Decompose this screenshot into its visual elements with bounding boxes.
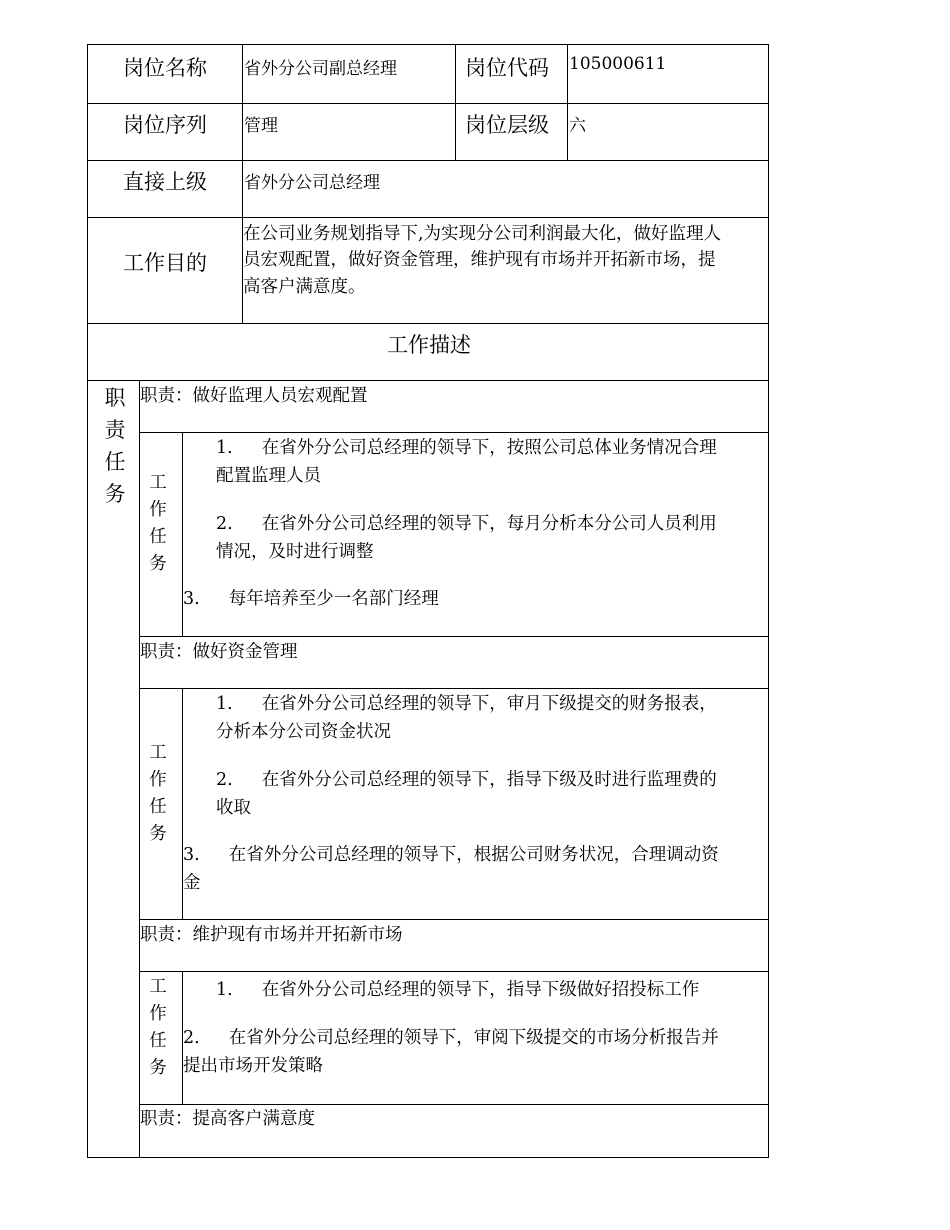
task-label: 工 作 任 务 xyxy=(149,743,167,844)
col-divider xyxy=(455,44,456,161)
task-label: 工 作 任 务 xyxy=(149,473,167,574)
task-item: 3. 在省外分公司总经理的领导下，根据公司财务状况，合理调动资 金 xyxy=(183,845,719,893)
position-level-value: 六 xyxy=(569,116,586,136)
position-name-label: 岗位名称 xyxy=(123,56,207,80)
row-divider xyxy=(87,380,769,381)
duty-divider xyxy=(139,971,769,972)
purpose-line: 在公司业务规划指导下,为实现分公司利润最大化，做好监理人 xyxy=(243,224,722,244)
duty-title: 职责：提高客户满意度 xyxy=(140,1109,315,1129)
purpose-line: 员宏观配置，做好资金管理，维护现有市场并开拓新市场，提 xyxy=(243,250,716,270)
position-name-value: 省外分公司副总经理 xyxy=(244,59,397,79)
duty-divider xyxy=(139,688,769,689)
position-series-label: 岗位序列 xyxy=(123,113,207,137)
task-label: 工 作 任 务 xyxy=(149,977,167,1078)
task-item: 1. 在省外分公司总经理的领导下，审月下级提交的财务报表， 分析本分公司资金状况 xyxy=(216,694,717,742)
task-item: 2. 在省外分公司总经理的领导下，审阅下级提交的市场分析报告并 提出市场开发策略 xyxy=(183,1028,719,1076)
position-level-label: 岗位层级 xyxy=(465,113,549,137)
duty-divider xyxy=(139,636,769,637)
duty-title: 职责：做好资金管理 xyxy=(140,642,298,662)
duties-label: 职 责 任 务 xyxy=(104,386,126,506)
purpose-line: 高客户满意度。 xyxy=(243,277,366,297)
duty-divider xyxy=(139,919,769,920)
row-divider xyxy=(87,217,769,218)
position-series-value: 管理 xyxy=(244,116,278,136)
purpose-label: 工作目的 xyxy=(123,251,207,275)
duty-divider xyxy=(139,432,769,433)
row-divider xyxy=(87,103,769,104)
task-item: 3. 每年培养至少一名部门经理 xyxy=(183,589,439,609)
description-title: 工作描述 xyxy=(387,333,471,357)
supervisor-label: 直接上级 xyxy=(123,170,207,194)
position-code-label: 岗位代码 xyxy=(465,56,549,80)
task-item: 1. 在省外分公司总经理的领导下，指导下级做好招投标工作 xyxy=(216,980,700,1000)
task-item: 2. 在省外分公司总经理的领导下，指导下级及时进行监理费的 收取 xyxy=(216,770,717,818)
task-item: 2. 在省外分公司总经理的领导下，每月分析本分公司人员利用 情况，及时进行调整 xyxy=(216,514,717,562)
duty-title: 职责：做好监理人员宏观配置 xyxy=(140,386,368,406)
row-divider xyxy=(87,323,769,324)
row-divider xyxy=(87,160,769,161)
duties-column-divider xyxy=(139,380,140,1158)
task-item: 1. 在省外分公司总经理的领导下，按照公司总体业务情况合理 配置监理人员 xyxy=(216,438,717,486)
col-divider xyxy=(567,44,568,161)
position-code-value: 105000611 xyxy=(569,54,667,74)
duty-title: 职责：维护现有市场并开拓新市场 xyxy=(140,925,403,945)
supervisor-value: 省外分公司总经理 xyxy=(244,173,380,193)
